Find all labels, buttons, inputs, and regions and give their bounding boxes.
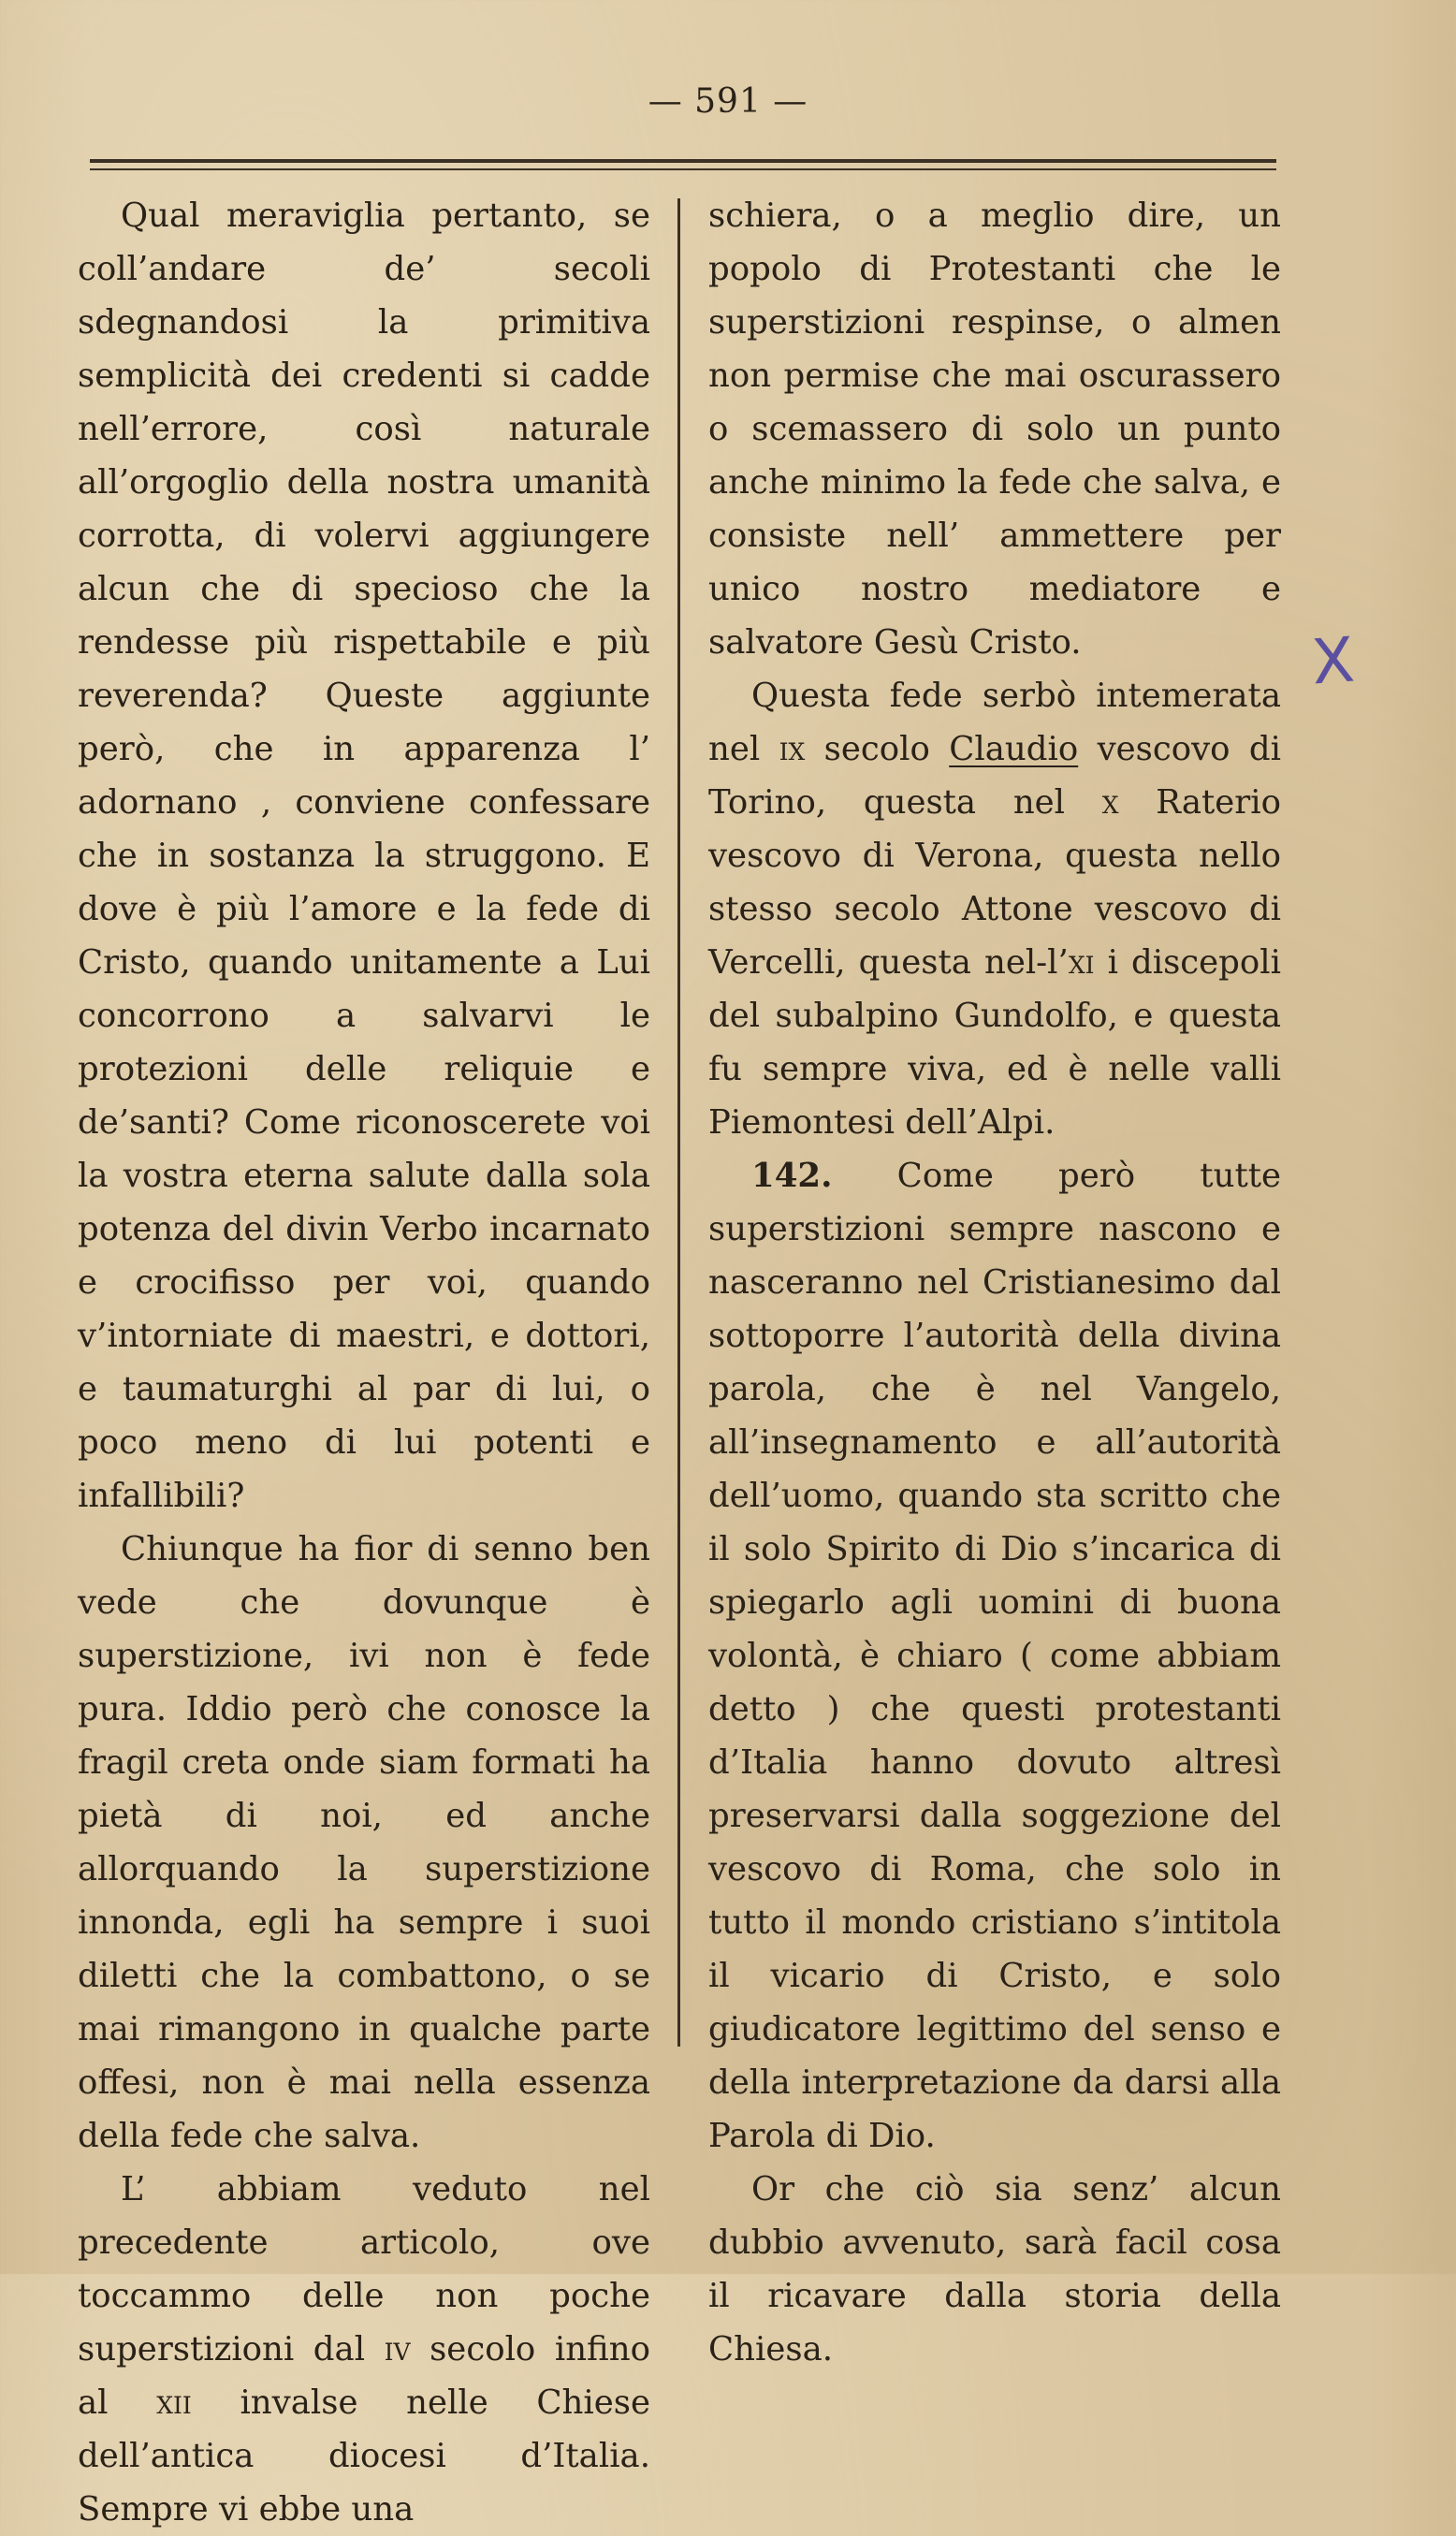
roman-numeral: ix <box>779 730 806 768</box>
text-segment: vescovo di Torino, questa nel <box>708 730 1281 822</box>
text-segment: i discepoli del subalpino Gundolfo, e questa fu sempre viva, ed è nelle valli Piemontesi dell’Alpi. <box>708 943 1281 1142</box>
left-column <box>78 189 650 2536</box>
right-paragraph-4: Or che ciò sia senz’ alcun dubbio avvenuto, sarà facil cosa il ricavare dalla storia della Chiesa. <box>708 2170 1281 2368</box>
text-segment: invalse nelle Chiese dell’antica diocesi d’Italia. Sempre vi ebbe una <box>78 2383 650 2529</box>
right-paragraph-2 <box>708 669 1281 1149</box>
section-number: 142. <box>751 1157 833 1195</box>
roman-numeral: iv <box>384 2330 411 2368</box>
text-segment: L’ abbiam veduto nel precedente articolo, ove toccammo delle non poche superstizioni dal <box>78 2170 650 2368</box>
left-paragraph-2: Chiunque ha fior di senno ben vede che dovunque è superstizione, ivi non è fede pura. Iddio però che conosce la fragil creta onde siam formati ha pietà di noi, ed anche allorquando la superstizione innonda, egli ha sempre i suoi diletti che la combattono, o se mai rimangono in qualche parte offesi, non è mai nella essenza della fede che salva. <box>78 1530 650 2155</box>
roman-numeral: xii <box>156 2383 192 2422</box>
right-paragraph-1: schiera, o a meglio dire, un popolo di Protestanti che le superstizioni respinse, o almen non permise che mai oscurassero o scemassero di solo un punto anche minimo la fede che salva, e consiste nell’ ammettere per unico nostro mediatore e salvatore Gesù Cristo. <box>708 197 1281 662</box>
header-rule-thick <box>90 159 1276 163</box>
roman-numeral: xi <box>1068 943 1095 982</box>
underlined-name: Claudio <box>949 730 1079 768</box>
right-column <box>708 189 1281 2376</box>
roman-numeral: x <box>1101 783 1119 822</box>
column-divider <box>677 198 680 2047</box>
left-paragraph-1: Qual meraviglia pertanto, se coll’andare de’ secoli sdegnandosi la primitiva semplicità dei credenti si cadde nell’errore, così naturale all’orgoglio della nostra umanità corrotta, di volervi aggiungere alcun che di specioso che la rendesse più rispettabile e più reverenda? Queste aggiunte però, che in apparenza l’ adornano , conviene confessare che in sostanza la struggono. E dove è più l’amore e la fede di Cristo, quando unitamente a Lui concorrono a salvarvi le protezioni delle reliquie e de’santi? Come riconoscerete voi la vostra eterna salute dalla sola potenza del divin Verbo incarnato e crocifisso per voi, quando v’intorniate di maestri, e dottori, e taumaturghi al par di lui, o poco meno di lui potenti e infallibili? <box>78 197 650 1515</box>
header-rule-thin <box>90 168 1276 170</box>
right-paragraph-3 <box>708 1149 1281 2163</box>
text-segment: Come però tutte superstizioni sempre nascono e nasceranno nel Cristianesimo dal sottoporre l’autorità della divina parola, che è nel Vangelo, all’insegnamento e all’autorità dell’uomo, quando sta scritto che il solo Spirito di Dio s’incarica di spiegarlo agli uomini di buona volontà, è chiaro ( come abbiam detto ) che questi protestanti d’Italia hanno dovuto altresì preservarsi dalla soggezione del vescovo di Roma, che solo in tutto il mondo cristiano s’intitola il vicario di Cristo, e solo giudicatore legittimo del senso e della interpretazione da darsi alla Parola di Dio. <box>708 1157 1281 2155</box>
handwritten-margin-mark: X <box>1309 623 1357 699</box>
text-segment: secolo <box>823 730 930 768</box>
text-segment: secolo infino al <box>78 2330 650 2422</box>
left-paragraph-3 <box>78 2163 650 2536</box>
text-segment: Raterio vescovo di Verona, questa nello stesso secolo Attone vescovo di Vercelli, questa nel-l’ <box>708 783 1281 982</box>
text-segment: Questa fede serbò intemerata nel <box>708 677 1281 768</box>
page-number: — 591 — <box>648 82 808 121</box>
